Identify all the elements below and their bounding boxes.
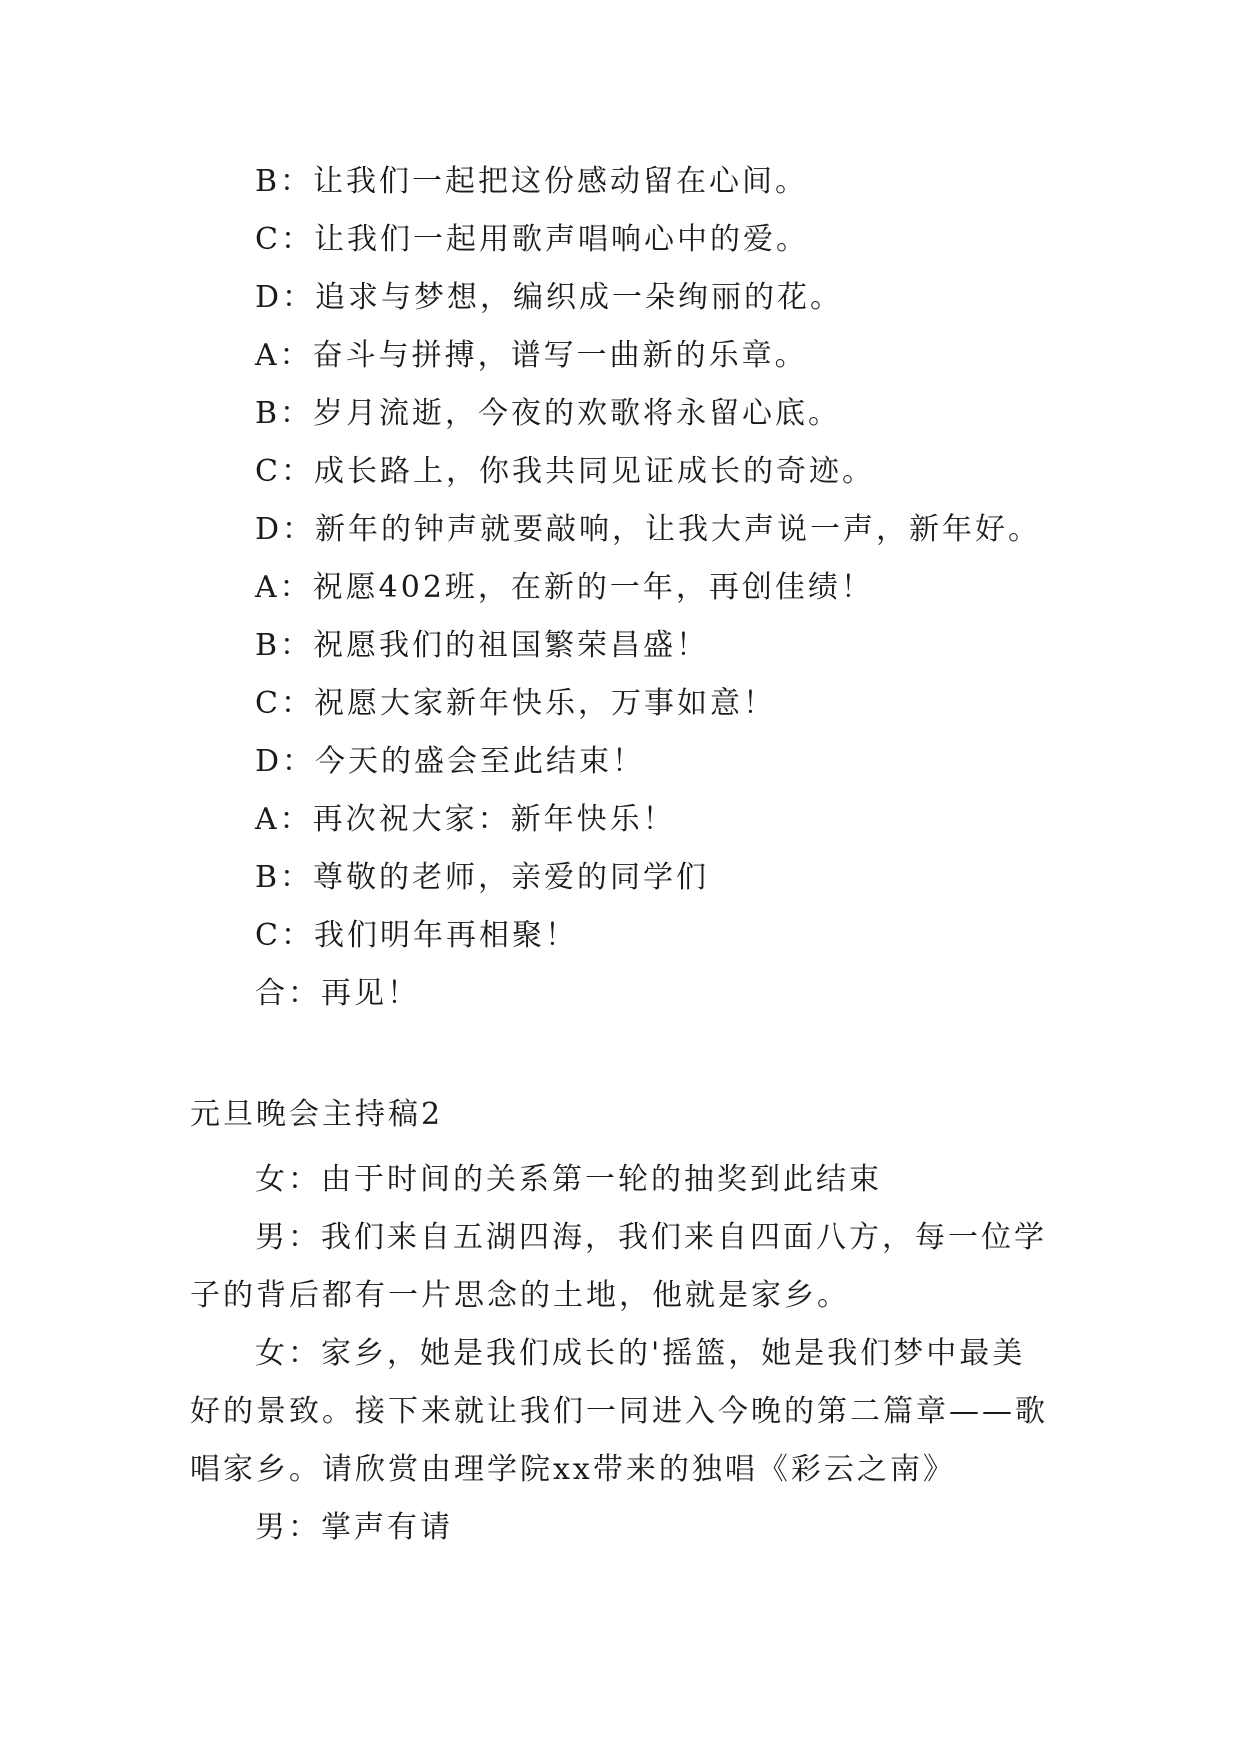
dialogue-line: D：今天的盛会至此结束！ bbox=[255, 744, 646, 779]
dialogue-line: A：祝愿402班，在新的一年，再创佳绩！ bbox=[255, 570, 874, 605]
dialogue-line: D：新年的钟声就要敲响，让我大声说一声，新年好。 bbox=[255, 512, 1042, 547]
paragraph: 男：掌声有请 bbox=[255, 1510, 453, 1545]
paragraph: 女：家乡，她是我们成长的'摇篮，她是我们梦中最美好的景致。接下来就让我们一同进入今晚的第二篇章——歌唱家乡。请欣赏由理学院xx带来的独唱《彩云之南》 bbox=[190, 1336, 1048, 1487]
paragraph: 男：我们来自五湖四海，我们来自四面八方，每一位学子的背后都有一片思念的土地，他就是家乡。 bbox=[190, 1220, 1047, 1313]
dialogue-line: C：祝愿大家新年快乐，万事如意！ bbox=[255, 686, 776, 721]
dialogue-line: C：我们明年再相聚！ bbox=[255, 918, 578, 953]
dialogue-line: C：成长路上，你我共同见证成长的奇迹。 bbox=[255, 454, 875, 489]
dialogue-line: A：再次祝大家：新年快乐！ bbox=[255, 802, 676, 837]
paragraph: 女：由于时间的关系第一轮的抽奖到此结束 bbox=[255, 1162, 882, 1197]
dialogue-line: B：祝愿我们的祖国繁荣昌盛！ bbox=[255, 628, 710, 663]
dialogue-line: A：奋斗与拼搏，谱写一曲新的乐章。 bbox=[255, 338, 808, 373]
dialogue-line: 合：再见！ bbox=[255, 976, 420, 1011]
dialogue-line: C：让我们一起用歌声唱响心中的爱。 bbox=[255, 222, 809, 257]
section-body bbox=[190, 1151, 1050, 1557]
section-title: 元旦晚会主持稿2 bbox=[190, 1097, 444, 1132]
dialogue-line: D：追求与梦想，编织成一朵绚丽的花。 bbox=[255, 280, 844, 315]
dialogue-line: B：岁月流逝，今夜的欢歌将永留心底。 bbox=[255, 396, 842, 431]
dialogue-list bbox=[255, 162, 1041, 1032]
dialogue-line: B：尊敬的老师，亲爱的同学们 bbox=[255, 860, 710, 895]
dialogue-line: B：让我们一起把这份感动留在心间。 bbox=[255, 164, 809, 199]
